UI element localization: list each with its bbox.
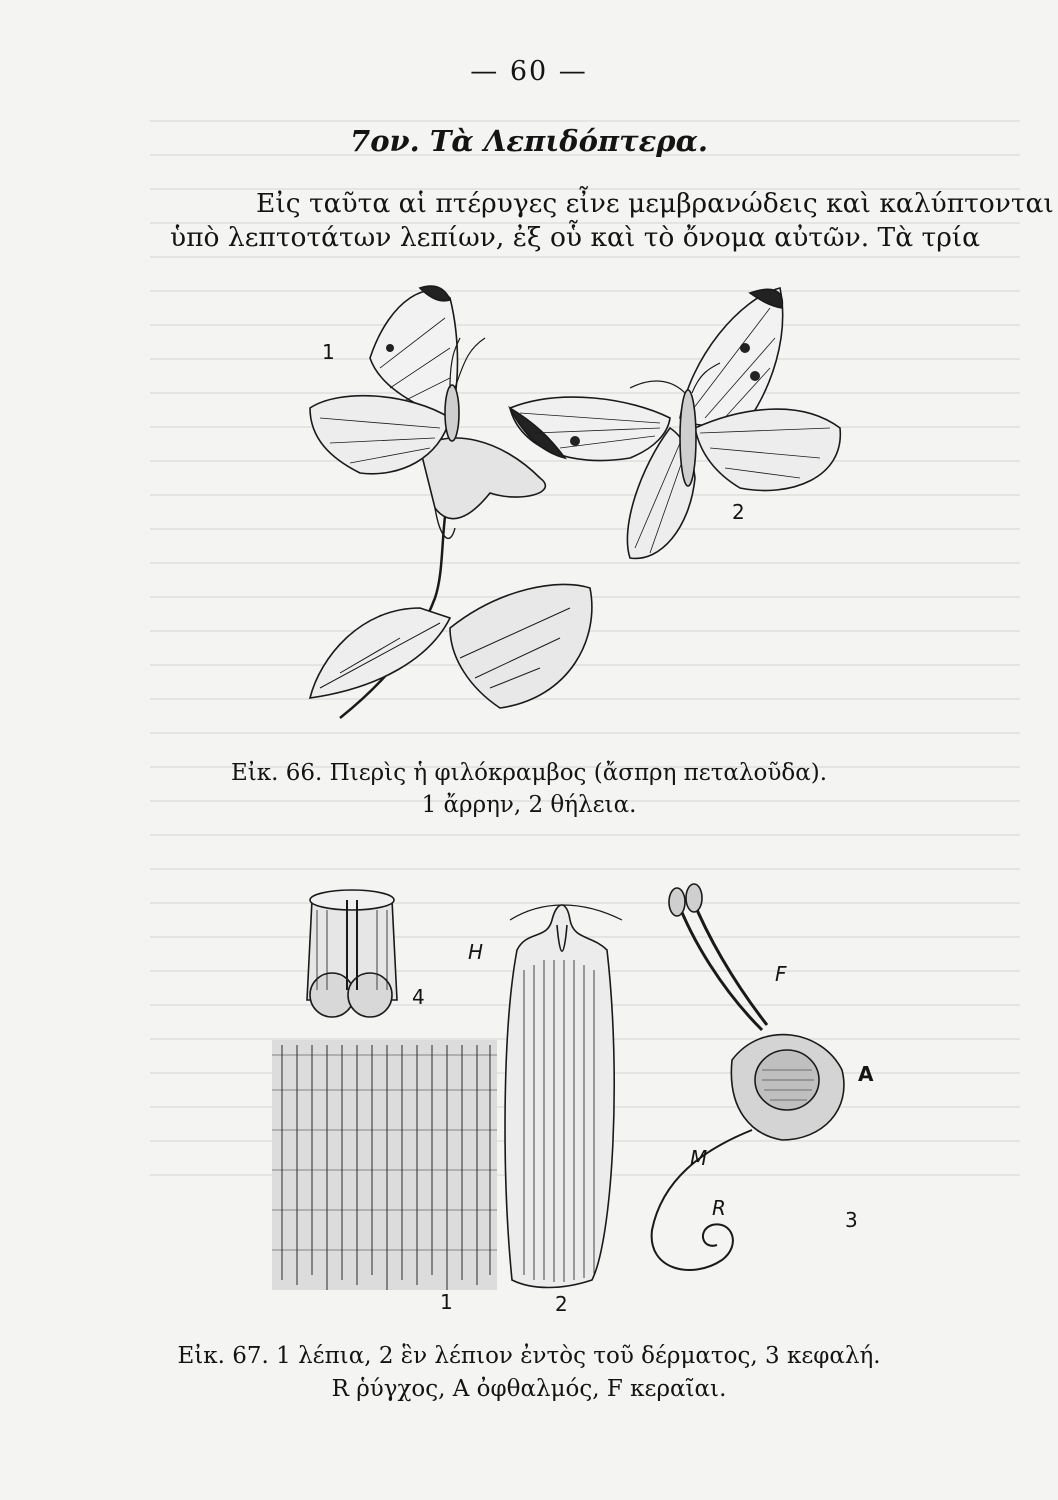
figure-66-butterflies [300,278,860,728]
figure-67-label-a: A [858,1062,874,1086]
figure-67-label-scales: 1 [440,1290,453,1314]
paragraph-line-1: Εἰς ταῦτα αἱ πτέρυγες εἶνε μεμβρανώδεις καὶ καλύπτονται [256,188,1054,219]
figure-66-caption-line-1: Εἰκ. 66. Πιερὶς ἡ φιλόκραμβος (ἄσπρη πεταλοῦδα). [230,760,828,786]
figure-66-label-female: 2 [732,500,745,524]
figure-67-label-head: 3 [845,1208,858,1232]
figure-67-label-h: H [468,940,484,964]
figure-67-label-r: R [712,1196,726,1220]
figure-67-caption-line-2: R ῥύγχος, Α ὀφθαλμός, F κεραῖαι. [331,1376,727,1402]
figure-66-label-male: 1 [322,340,335,364]
figure-67-label-cross-section: 4 [412,985,425,1009]
figure-67-label-m: M [690,1146,708,1170]
page-number: — 60 — [470,56,588,87]
figure-67-caption-line-1: Εἰκ. 67. 1 λέπια, 2 ἓν λέπιον ἐντὸς τοῦ δέρματος, 3 κεφαλή. [177,1343,881,1369]
figure-67-label-f: F [775,962,787,986]
figure-67-label-scale: 2 [555,1292,568,1316]
figure-67-scales-and-head [262,880,882,1320]
paragraph-line-2: ὑπὸ λεπτοτάτων λεπίων, ἐξ οὗ καὶ τὸ ὄνομα αὐτῶν. Τὰ τρία [170,222,981,253]
section-title: 7ον. Τὰ Λεπιδόπτερα. [350,124,708,158]
figure-66-caption-line-2: 1 ἄρρην, 2 θήλεια. [421,792,637,818]
